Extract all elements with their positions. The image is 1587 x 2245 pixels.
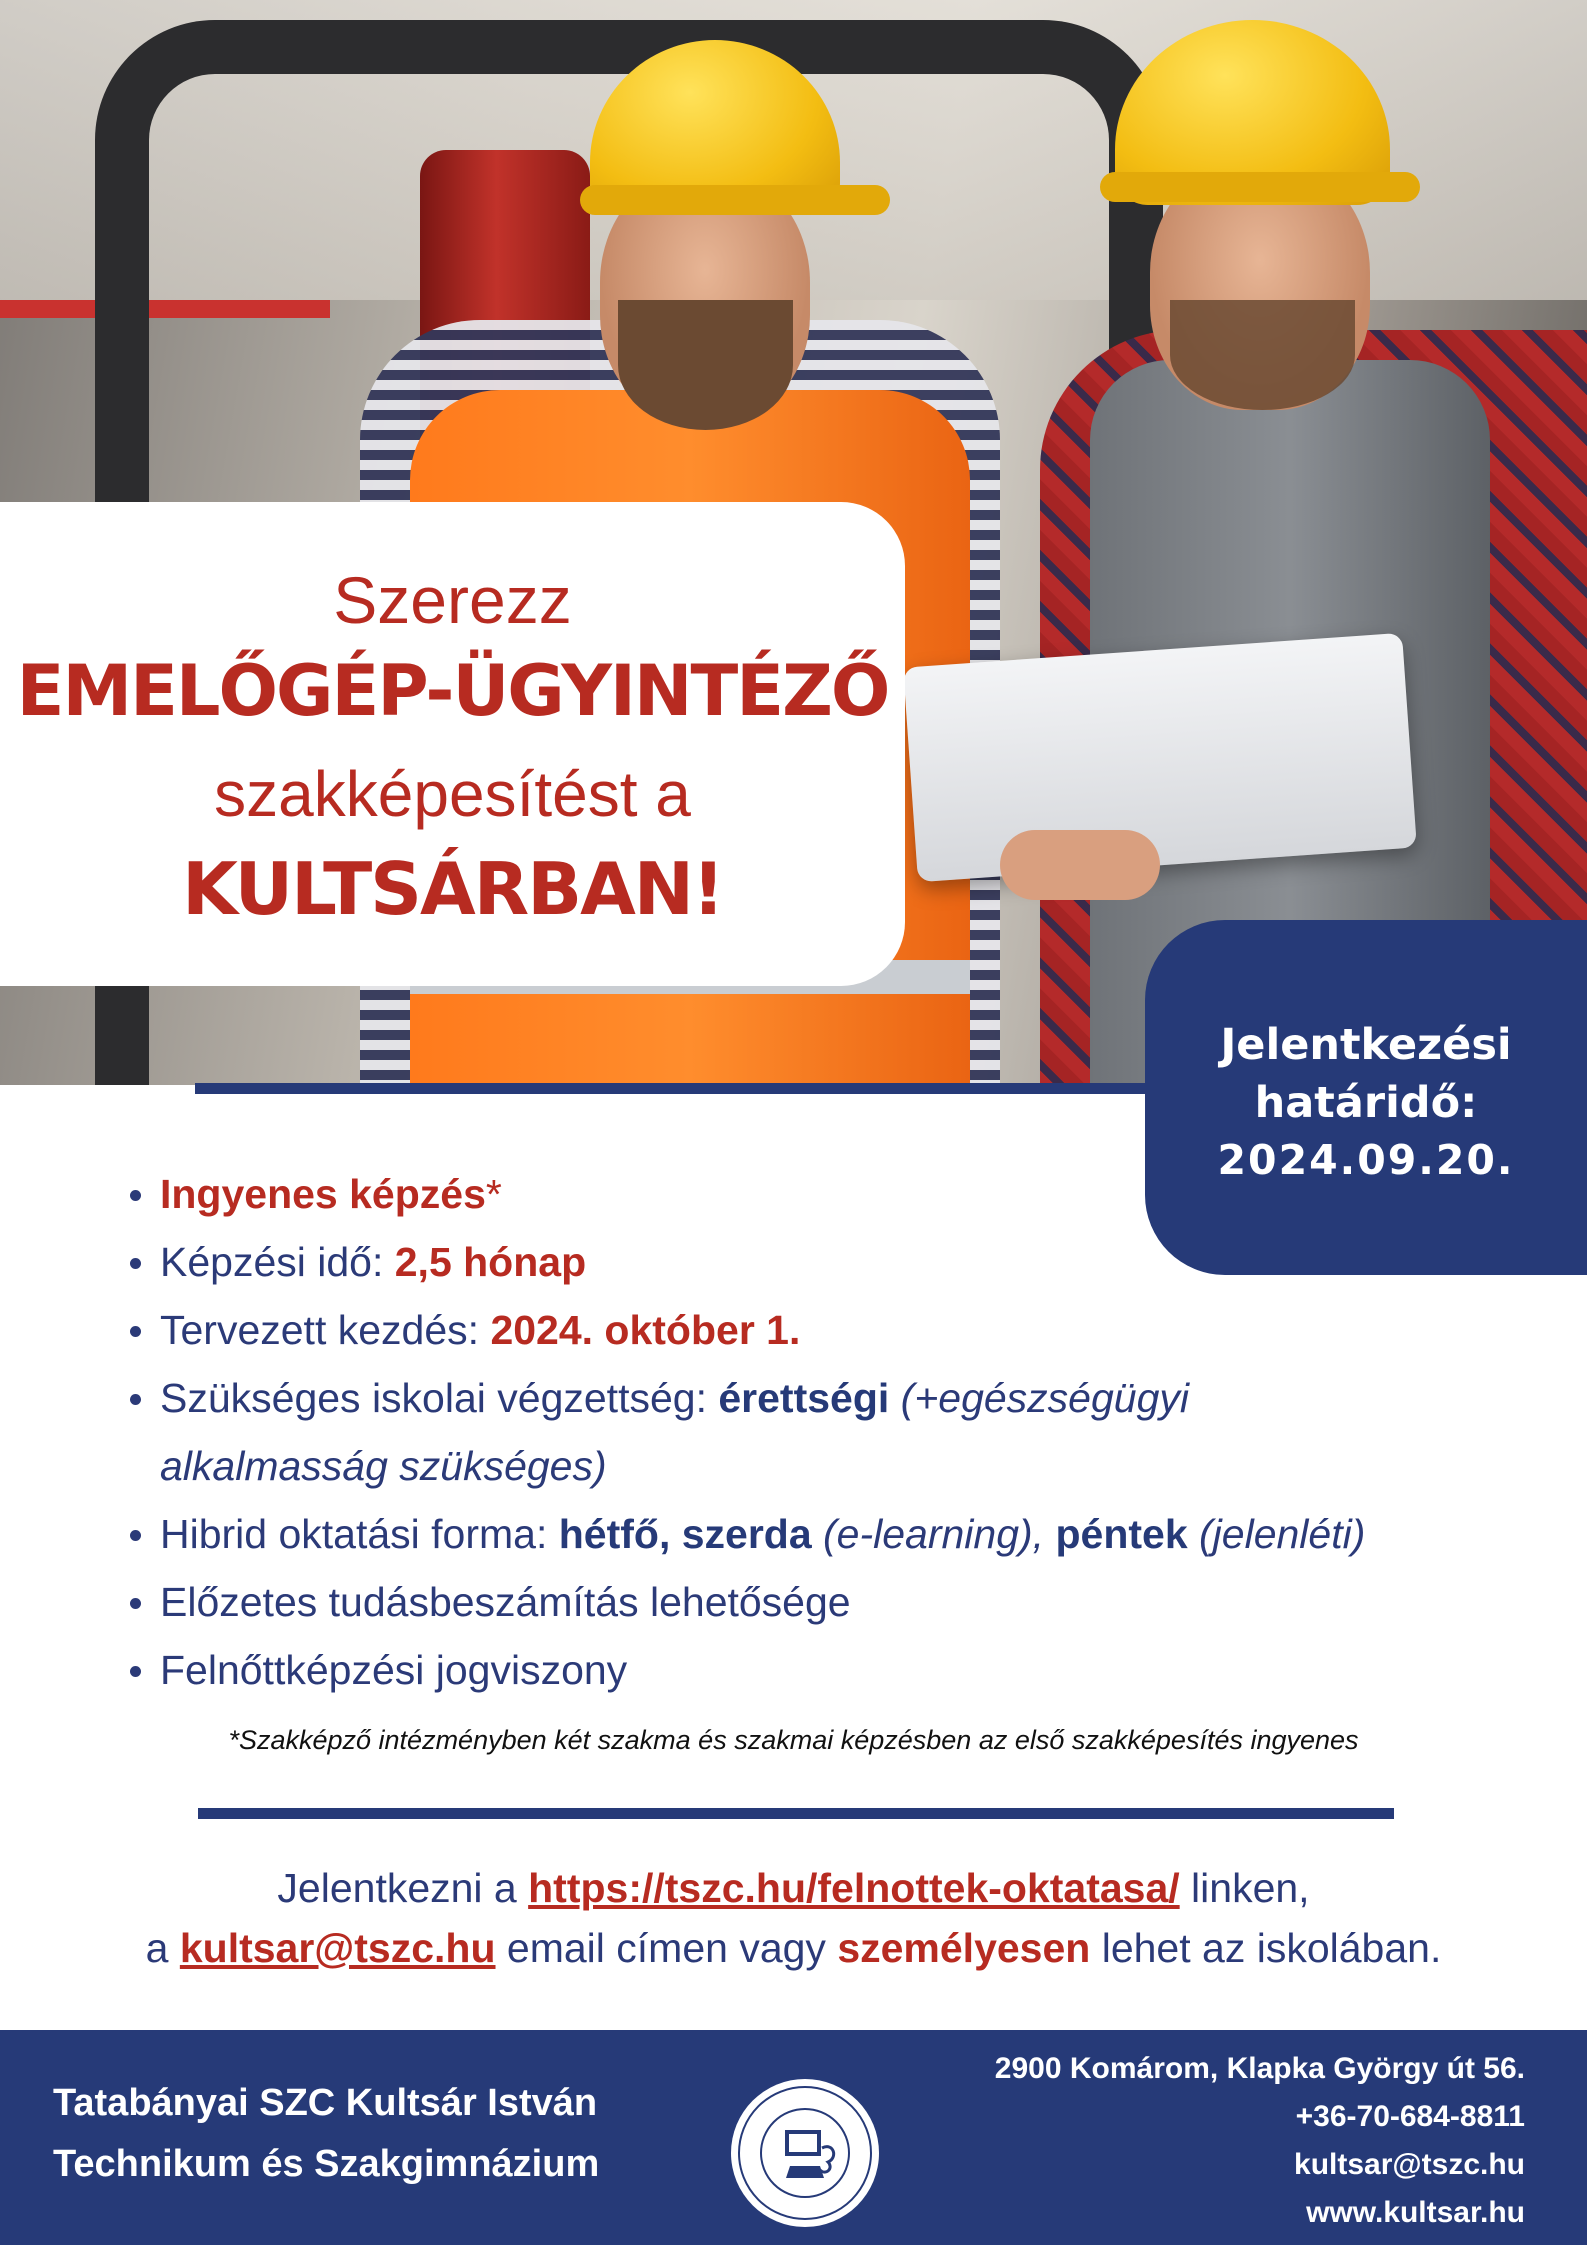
apply-text: a [145, 1925, 180, 1971]
free-training-text: Ingyenes képzés [160, 1171, 486, 1217]
in-person-text: személyesen [837, 1925, 1091, 1971]
divider [195, 1083, 1155, 1094]
online-mode: (e-learning), [811, 1511, 1056, 1557]
worker-beard [1170, 300, 1355, 410]
headline-line-3: szakképesítést a [214, 758, 691, 830]
legal-status-text: Felnőttképzési jogviszony [160, 1647, 628, 1693]
start-value: 2024. október 1. [490, 1307, 801, 1353]
school-seal-logo [730, 2078, 880, 2228]
hard-hat-brim [580, 185, 890, 215]
prior-learning-text: Előzetes tudásbeszámítás lehetősége [160, 1579, 851, 1625]
list-item [130, 1636, 1365, 1704]
contact-email: kultsar@tszc.hu [1294, 2148, 1525, 2181]
list-item [130, 1500, 1365, 1568]
list-item [130, 1364, 1365, 1432]
divider [198, 1808, 1394, 1819]
worker-beard [618, 300, 793, 430]
deadline-label-2: határidő: [1254, 1078, 1478, 1128]
list-item [130, 1296, 1365, 1364]
email-link[interactable]: kultsar@tszc.hu [179, 1925, 496, 1971]
footnote-star: * [485, 1171, 502, 1217]
education-note: (+egészségügyi [889, 1375, 1189, 1421]
apply-text: linken, [1179, 1865, 1310, 1911]
list-item [130, 1568, 1365, 1636]
start-label: Tervezett kezdés: [160, 1307, 491, 1353]
phone: +36-70-684-8811 [1295, 2100, 1525, 2133]
education-label: Szükséges iskolai végzettség: [160, 1375, 719, 1421]
hard-hat-brim [1100, 172, 1420, 202]
education-note-2: alkalmasság szükséges) [160, 1443, 607, 1489]
address: 2900 Komárom, Klapka György út 56. [994, 2052, 1525, 2085]
duration-label: Képzési idő: [160, 1239, 395, 1285]
website: www.kultsar.hu [1306, 2196, 1525, 2229]
headline-line-4: KULTSÁRBAN! [182, 847, 723, 931]
apply-line-2 [0, 1925, 1587, 1972]
deadline-label-1: Jelentkezési [1220, 1020, 1512, 1070]
inperson-mode: (jelenléti) [1187, 1511, 1366, 1557]
education-value: érettségi [718, 1375, 890, 1421]
hand [1000, 830, 1160, 900]
format-label: Hibrid oktatási forma: [160, 1511, 559, 1557]
list-item [130, 1228, 1365, 1296]
apply-text: email címen vagy [495, 1925, 838, 1971]
headline-card [0, 502, 905, 986]
footnote: *Szakképző intézményben két szakma és szakmai képzésben az első szakképesítés ingyenes [228, 1725, 1359, 1755]
registration-link[interactable]: https://tszc.hu/felnottek-oktatasa/ [528, 1865, 1180, 1911]
deadline-date: 2024.09.20. [1217, 1136, 1515, 1184]
list-item-continuation [130, 1432, 1365, 1500]
duration-value: 2,5 hónap [394, 1239, 587, 1285]
headline-line-2: EMELŐGÉP-ÜGYINTÉZŐ [16, 650, 889, 732]
list-item [130, 1160, 1365, 1228]
laptop [903, 633, 1417, 882]
feature-list [130, 1160, 1365, 1704]
apply-line-1 [0, 1865, 1587, 1912]
online-days: hétfő, szerda [558, 1511, 812, 1557]
inperson-day: péntek [1055, 1511, 1188, 1557]
apply-text: lehet az iskolában. [1090, 1925, 1442, 1971]
school-name-2: Technikum és Szakgimnázium [53, 2143, 600, 2185]
school-name-1: Tatabányai SZC Kultsár István [53, 2082, 598, 2124]
headline-line-1: Szerezz [333, 563, 572, 637]
footer [0, 2030, 1587, 2245]
apply-text: Jelentkezni a [277, 1865, 529, 1911]
